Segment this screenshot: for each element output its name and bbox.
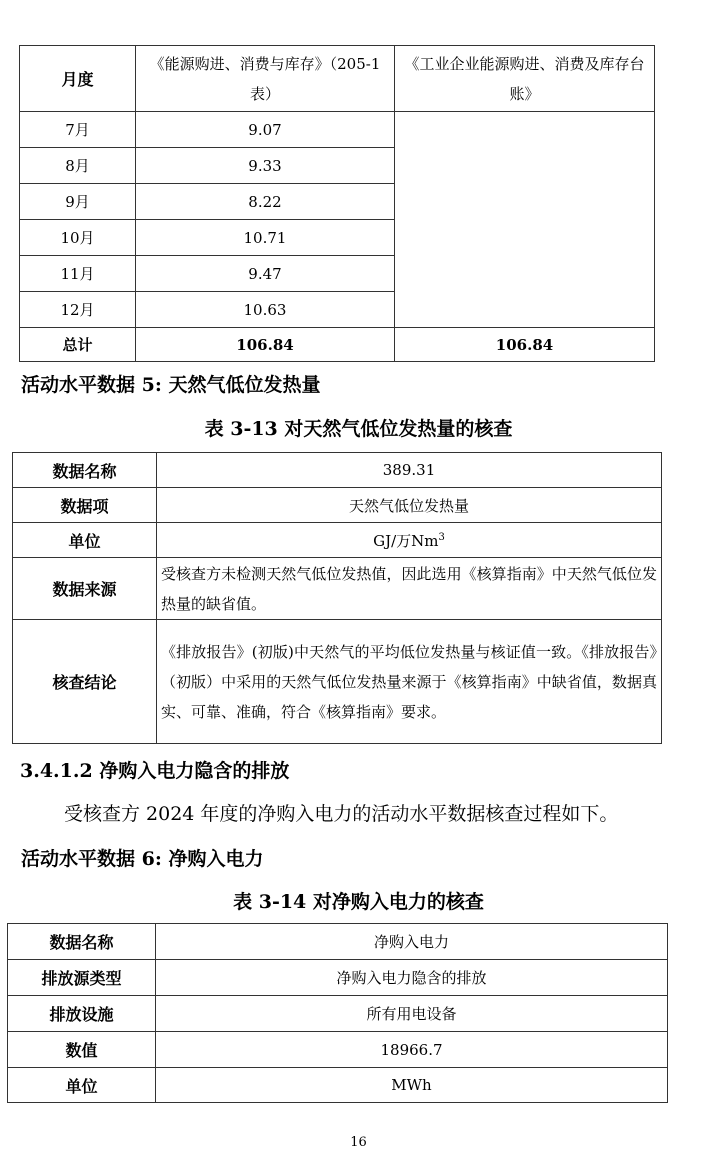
total-ledger-value: 106.84 <box>395 328 655 362</box>
table-3-13 <box>12 452 662 744</box>
total-label: 总计 <box>20 328 136 362</box>
header-month: 月度 <box>20 46 136 112</box>
activity-data-6-heading: 活动水平数据 6: 净购入电力 <box>21 848 264 870</box>
value-unit: MWh <box>156 1068 668 1103</box>
unit-text: GJ/万Nm <box>373 531 439 550</box>
header-ledger: 《工业企业能源购进、消费及库存台账》 <box>395 46 655 112</box>
label-data-item: 数据项 <box>13 488 157 523</box>
header-form-205-1: 《能源购进、消费与库存》（205-1表） <box>136 46 395 112</box>
label-source-type: 排放源类型 <box>8 960 156 996</box>
monthly-gas-table <box>19 45 655 362</box>
value-source-type: 净购入电力隐含的排放 <box>156 960 668 996</box>
table-3-13-caption: 表 3-13 对天然气低位发热量的核查 <box>204 418 513 440</box>
label-conclusion: 核查结论 <box>13 620 157 744</box>
label-facility: 排放设施 <box>8 996 156 1032</box>
row-month: 7月 <box>20 112 136 148</box>
row-month: 12月 <box>20 292 136 328</box>
value-data-name: 389.31 <box>157 453 662 488</box>
row-value: 10.63 <box>136 292 395 328</box>
label-unit: 单位 <box>13 523 157 558</box>
value-facility: 所有用电设备 <box>156 996 668 1032</box>
section-3-4-1-2-heading: 3.4.1.2 净购入电力隐含的排放 <box>20 760 290 782</box>
intro-paragraph: 受核查方 2024 年度的净购入电力的活动水平数据核查过程如下。 <box>64 803 619 825</box>
value-unit <box>157 523 662 558</box>
total-form-value: 106.84 <box>136 328 395 362</box>
value-data-item: 天然气低位发热量 <box>157 488 662 523</box>
row-value: 10.71 <box>136 220 395 256</box>
value-data-source: 受核查方未检测天然气低位发热值，因此选用《核算指南》中天然气低位发热量的缺省值。 <box>157 558 662 620</box>
row-value: 8.22 <box>136 184 395 220</box>
row-value: 9.47 <box>136 256 395 292</box>
label-value: 数值 <box>8 1032 156 1068</box>
label-data-name: 数据名称 <box>13 453 157 488</box>
unit-superscript: 3 <box>438 531 445 543</box>
row-month: 8月 <box>20 148 136 184</box>
table-3-14-caption: 表 3-14 对净购入电力的核查 <box>233 891 484 913</box>
activity-data-5-heading: 活动水平数据 5: 天然气低位发热量 <box>21 374 321 396</box>
label-data-name: 数据名称 <box>8 924 156 960</box>
value-value: 18966.7 <box>156 1032 668 1068</box>
label-unit: 单位 <box>8 1068 156 1103</box>
table-3-14 <box>7 923 668 1103</box>
page-number: 16 <box>350 1135 367 1150</box>
row-value: 9.07 <box>136 112 395 148</box>
value-data-name: 净购入电力 <box>156 924 668 960</box>
row-value: 9.33 <box>136 148 395 184</box>
ledger-merged-cell <box>395 112 655 328</box>
row-month: 9月 <box>20 184 136 220</box>
row-month: 11月 <box>20 256 136 292</box>
label-data-source: 数据来源 <box>13 558 157 620</box>
value-conclusion: 《排放报告》(初版)中天然气的平均低位发热量与核证值一致。《排放报告》（初版）中采用的天然气低位发热量来源于《核算指南》中缺省值，数据真实、可靠、准确，符合《核算指南》要求。 <box>157 620 662 744</box>
row-month: 10月 <box>20 220 136 256</box>
